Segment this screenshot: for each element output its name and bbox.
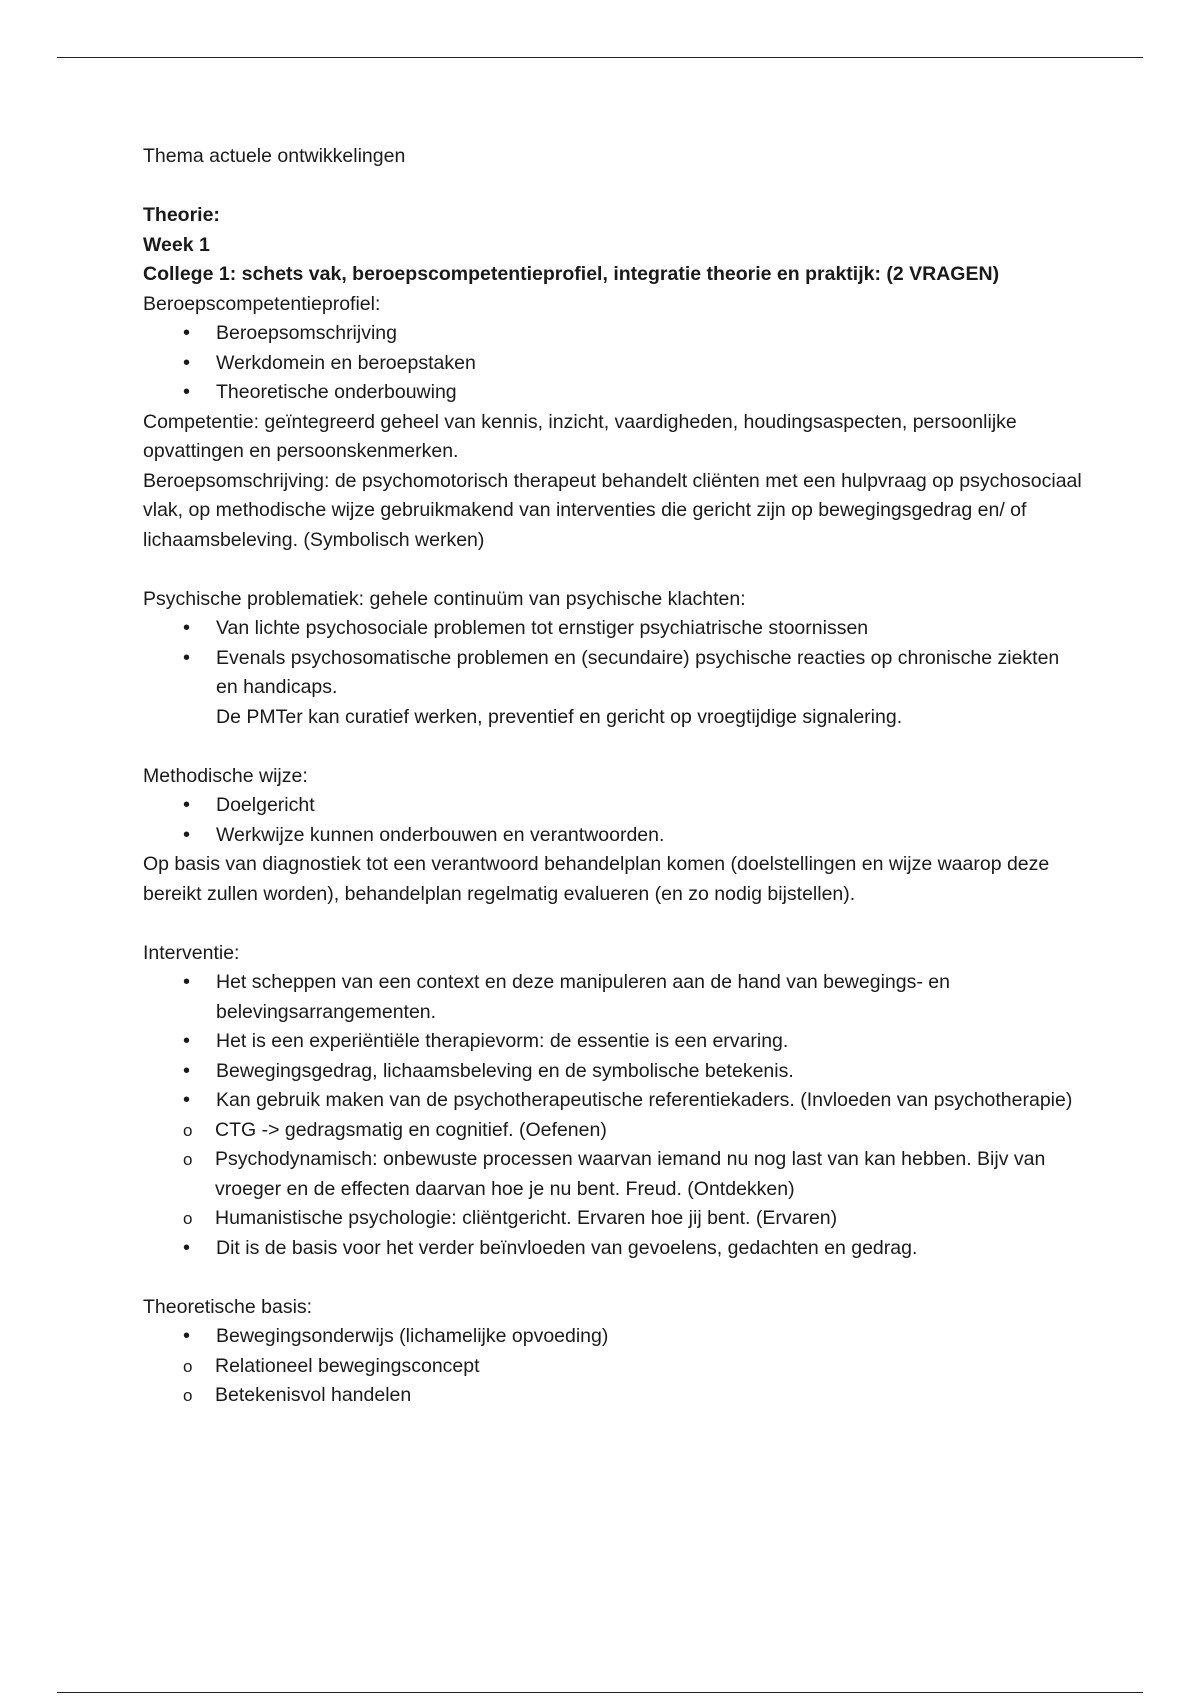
interventie-list: [143, 968, 1083, 1116]
theoretische-basis-sublist: [143, 1352, 1083, 1411]
psychisch-label: Psychische problematiek: gehele continuüm van psychische klachten:: [143, 587, 746, 610]
spacer: [143, 555, 1083, 585]
sub-list-item: o Psychodynamisch: onbewuste processen waarvan iemand nu nog last van kan hebben. Bijv van vroeger en de effecten daarvan hoe je nu bent. Freud. (Ontdekken): [143, 1145, 1083, 1204]
list-item: [143, 1086, 1083, 1116]
theoretische-basis-label: Theoretische basis:: [143, 1295, 313, 1318]
sub-list-item: o CTG -> gedragsmatig en cognitief. (Oefenen): [143, 1116, 1083, 1146]
list-item: [143, 644, 1083, 733]
section-heading-week: Week 1: [143, 233, 210, 256]
header-rule: [57, 57, 1143, 58]
list-item: • Het is een experiëntiële therapievorm: de essentie is een ervaring.: [143, 1027, 1083, 1057]
college-heading: College 1: schets vak, beroepscompetentieprofiel, integratie theorie en praktijk: (2 VRAGEN): [143, 263, 1000, 285]
methodisch-paragraph: Op basis van diagnostiek tot een verantwoord behandelplan komen (doelstellingen en wijze waarop deze bereikt zullen worden), behandelplan regelmatig evalueren (en zo nodig bijstellen).: [143, 853, 1050, 905]
list-item-text: • Evenals psychosomatische problemen en (secundaire) psychische reacties op chronische ziekten en handicaps.: [216, 646, 1060, 698]
list-item-text: • Kan gebruik maken van de psychotherapeutische referentiekaders. (Invloeden van psychotherapie): [216, 1089, 1073, 1111]
list-item: • Beroepsomschrijving: [143, 319, 1083, 349]
list-item: • Doelgericht: [143, 791, 1083, 821]
interventie-sublist: [143, 1116, 1083, 1234]
beroepsomschrijving-paragraph: Beroepsomschrijving: de psychomotorisch therapeut behandelt cliënten met een hulpvraag op psychosociaal vlak, op methodische wijze gebruikmakend van interventies die gericht zijn op bewegingsgedrag en/ of lichaamsbeleving. (Symbolisch werken): [143, 469, 1082, 551]
list-item: • Bewegingsgedrag, lichaamsbeleving en de symbolische betekenis.: [143, 1057, 1083, 1087]
section-heading-theorie: Theorie:: [143, 204, 220, 226]
document-title: Thema actuele ontwikkelingen: [143, 145, 406, 167]
bcp-list: [143, 319, 1083, 408]
spacer: [143, 909, 1083, 939]
list-item: • Bewegingsonderwijs (lichamelijke opvoeding): [143, 1322, 1083, 1352]
sub-list-item: o Relationeel bewegingsconcept: [143, 1352, 1083, 1382]
spacer: [143, 732, 1083, 762]
footer-rule: [57, 1692, 1143, 1693]
competentie-paragraph: Competentie: geïntegreerd geheel van kennis, inzicht, vaardigheden, houdingsaspecten, persoonlijke opvattingen en persoonskenmerken.: [143, 410, 1017, 462]
spacer: [143, 1263, 1083, 1293]
methodisch-list: [143, 791, 1083, 850]
theoretische-basis-list: [143, 1322, 1083, 1352]
list-item: • Dit is de basis voor het verder beïnvloeden van gevoelens, gedachten en gedrag.: [143, 1234, 1083, 1264]
bcp-label: Beroepscompetentieprofiel:: [143, 292, 381, 315]
methodisch-label: Methodische wijze:: [143, 764, 308, 787]
interventie-label: Interventie:: [143, 941, 240, 964]
psychisch-list: [143, 614, 1083, 732]
spacer: [143, 172, 1083, 202]
document-body: [143, 142, 1083, 1411]
sub-list-item: o Betekenisvol handelen: [143, 1381, 1083, 1411]
list-item: • Het scheppen van een context en deze manipuleren aan de hand van bewegings- en belevingsarrangementen.: [143, 968, 1083, 1027]
list-item-continuation: De PMTer kan curatief werken, preventief en gericht op vroegtijdige signalering.: [216, 705, 903, 728]
list-item: • Theoretische onderbouwing: [143, 378, 1083, 408]
interventie-list-end: [143, 1234, 1083, 1264]
sub-list-item: o Humanistische psychologie: cliëntgericht. Ervaren hoe jij bent. (Ervaren): [143, 1204, 1083, 1234]
list-item: • Werkwijze kunnen onderbouwen en verantwoorden.: [143, 821, 1083, 851]
list-item: • Van lichte psychosociale problemen tot ernstiger psychiatrische stoornissen: [143, 614, 1083, 644]
list-item: • Werkdomein en beroepstaken: [143, 349, 1083, 379]
